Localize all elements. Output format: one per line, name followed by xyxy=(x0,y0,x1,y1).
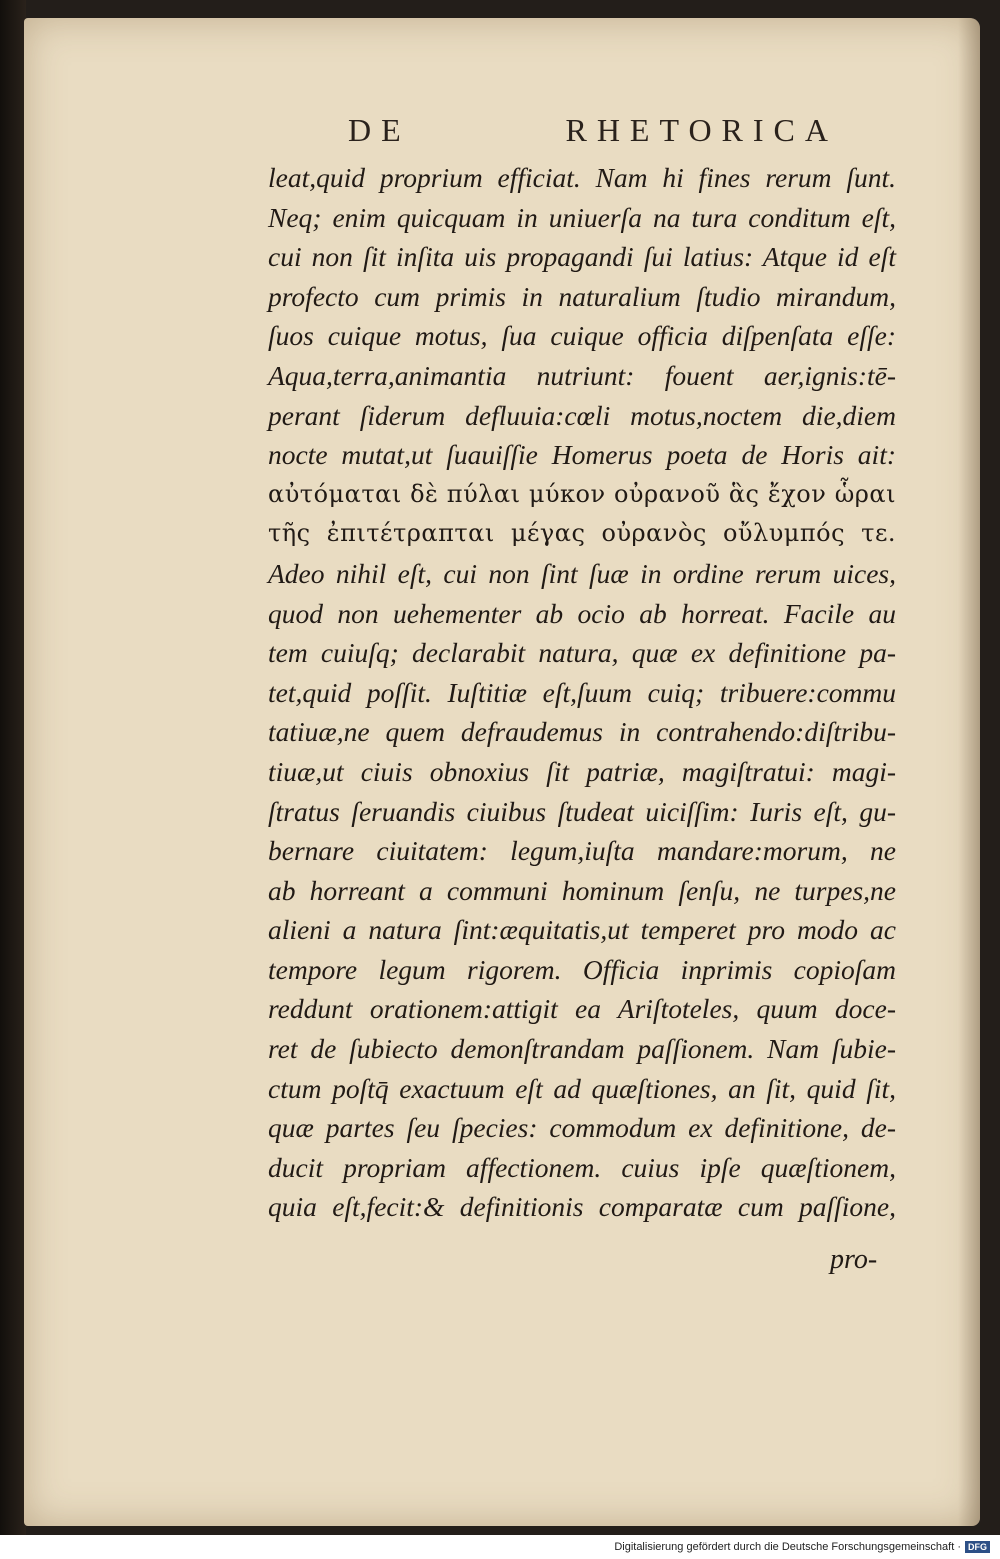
text-line: ret de ſubiecto demonſtrandam paſſionem. Nam ſubie- xyxy=(268,1033,896,1065)
text-line: tempore legum rigorem. Officia inprimis copioſam xyxy=(268,953,896,985)
text-line: Neq; enim quicquam in uniuerſa na tura conditum eſt, xyxy=(268,201,896,233)
text-line: ſuos cuique motus, ſua cuique officia diſpenſata eſſe: xyxy=(268,320,896,352)
text-line: tet,quid poſſit. Iuſtitiæ eſt,ſuum cuiq; tribuere:commu xyxy=(268,676,896,708)
greek-quote-line: τῆς ἐπιτέτραπται μέγας οὐρανὸς οὔλυμπός τε. xyxy=(268,519,896,548)
text-line: ſtratus ſeruandis ciuibus ſtudeat uiciſſim: Iuris eſt, gu- xyxy=(268,795,896,827)
text-line: ctum poſtq̄ exactuum eſt ad quæſtiones, an ſit, quid ſit, xyxy=(268,1072,896,1104)
text-line: reddunt orationem:attigit ea Ariſtoteles, quum doce- xyxy=(268,993,896,1025)
text-line: bernare ciuitatem: legum,iuſta mandare:morum, ne xyxy=(268,835,896,867)
text-line: ducit propriam affectionem. cuius ipſe quæſtionem, xyxy=(268,1151,896,1183)
text-line: quia eſt,fecit:& definitionis comparatæ cum paſſione, xyxy=(268,1191,896,1223)
text-line: Aqua,terra,animantia nutriunt: fouent aer,ignis:tē- xyxy=(268,359,896,391)
greek-quote-line: αὐτόμαται δὲ πύλαι μύκον οὐρανοῦ ἃς ἔχον ὧραι xyxy=(268,479,896,508)
text-line: quod non uehementer ab ocio ab horreat. Facile au xyxy=(268,597,896,629)
running-head xyxy=(348,112,838,149)
text-line: nocte mutat,ut ſuauiſſie Homerus poeta de Horis ait: xyxy=(268,439,896,471)
page-edge xyxy=(958,18,980,1526)
footer-credit: Digitalisierung gefördert durch die Deutsche Forschungsgemeinschaft · xyxy=(614,1541,961,1553)
dfg-logo: DFG xyxy=(965,1541,990,1553)
text-line: perant ſiderum defluuia:cœli motus,noctem die,diem xyxy=(268,399,896,431)
text-line: tiuæ,ut ciuis obnoxius ſit patriæ, magiſtratui: magi- xyxy=(268,755,896,787)
body-text xyxy=(268,158,896,1227)
text-line: Adeo nihil eſt, cui non ſint ſuæ in ordine rerum uices, xyxy=(268,557,896,589)
digitization-footer xyxy=(0,1535,1000,1559)
text-line: quæ partes ſeu ſpecies: commodum ex definitione, de- xyxy=(268,1112,896,1144)
catchword: pro- xyxy=(830,1244,878,1275)
text-line: tem cuiuſq; declarabit natura, quæ ex definitione pa- xyxy=(268,637,896,669)
text-line: profecto cum primis in naturalium ſtudio mirandum, xyxy=(268,280,896,312)
running-head-left: DE xyxy=(348,112,411,148)
text-line: alieni a natura ſint:æquitatis,ut temperet pro modo ac xyxy=(268,914,896,946)
running-head-right: RHETORICA xyxy=(565,112,838,148)
text-line: cui non ſit inſita uis propagandi ſui latius: Atque id eſt xyxy=(268,241,896,273)
binding-shadow xyxy=(0,0,26,1535)
text-line: tatiuæ,ne quem defraudemus in contrahendo:diſtribu- xyxy=(268,716,896,748)
text-line: ab horreant a communi hominum ſenſu, ne turpes,ne xyxy=(268,874,896,906)
text-line: leat,quid proprium efficiat. Nam hi fines rerum ſunt. xyxy=(268,162,896,193)
